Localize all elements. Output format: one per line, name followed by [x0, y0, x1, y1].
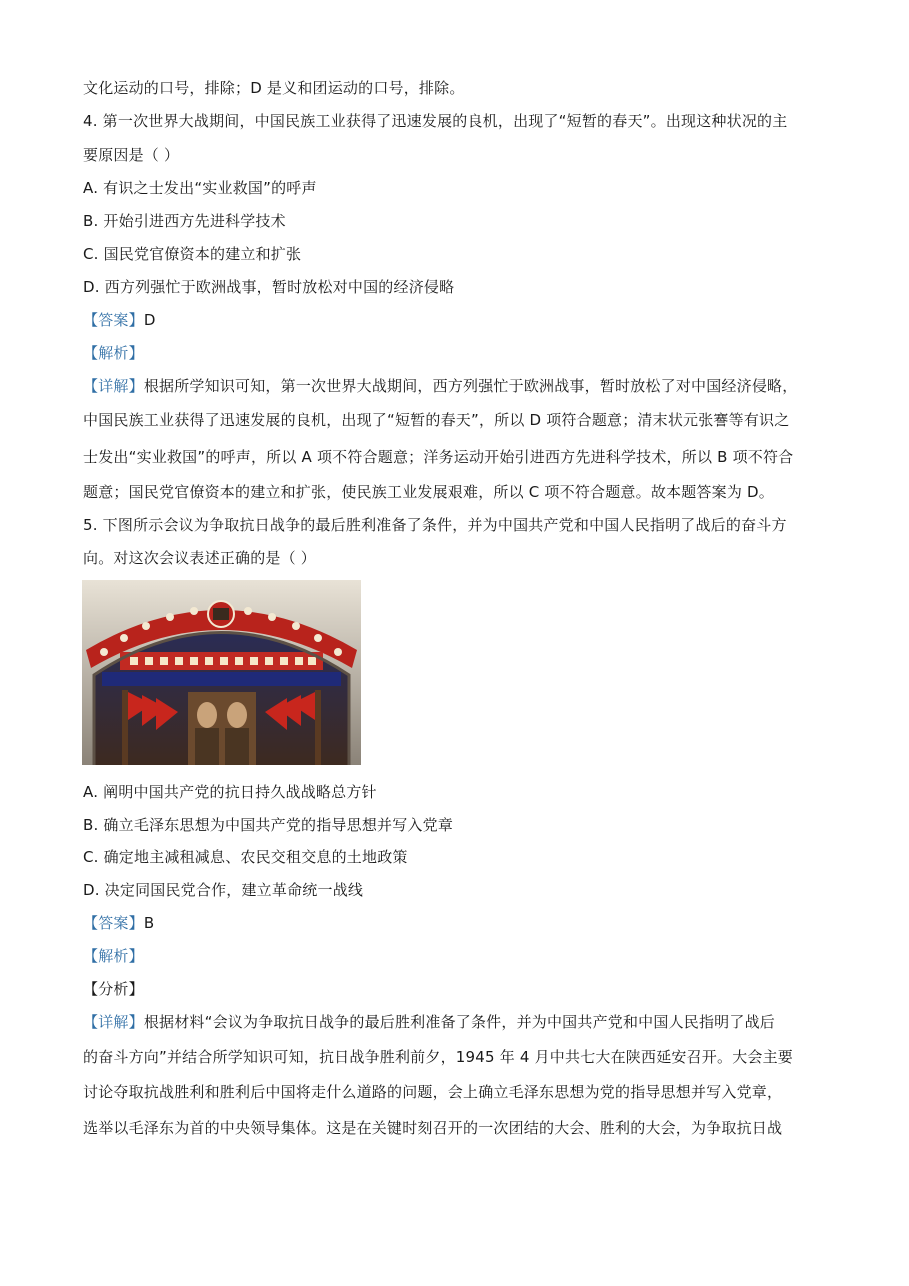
- bracket-close: 】: [128, 947, 144, 965]
- bracket-open: 【: [83, 980, 99, 998]
- breakdown-label: 分析: [98, 980, 129, 998]
- detail-line1: [83, 376, 797, 396]
- detail-line3: 讨论夺取抗战胜利和胜利后中国将走什么道路的问题，会上确立毛泽东思想为党的指导思想并写入党章，: [83, 1083, 783, 1101]
- bracket-close: 】: [128, 344, 144, 362]
- bracket-close: 】: [128, 980, 144, 998]
- answer-label: 答案: [98, 914, 129, 932]
- answer-line: [83, 913, 154, 933]
- detail-line2: 中国民族工业获得了迅速发展的良机，出现了“短暂的春天”，所以 D 项符合题意；清末状元张謇等有识之: [83, 411, 790, 429]
- answer-line: [83, 310, 156, 330]
- option-d: D. 决定同国民党合作，建立革命统一战线: [83, 881, 364, 899]
- analysis-label: 解析: [98, 344, 129, 362]
- breakdown-heading: [83, 979, 144, 999]
- bracket-open: 【: [83, 344, 99, 362]
- detail-line3: 士发出“实业救国”的呼声，所以 A 项不符合题意；洋务运动开始引进西方先进科学技术，所以 B 项不符合: [83, 448, 794, 466]
- answer-label: 答案: [98, 311, 129, 329]
- bracket-close: 】: [128, 1013, 144, 1031]
- analysis-heading: [83, 343, 144, 363]
- bracket-open: 【: [83, 914, 99, 932]
- detail-line1: [83, 1012, 775, 1032]
- detail-line4: 选举以毛泽东为首的中央领导集体。这是在关键时刻召开的一次团结的大会、胜利的大会，为争取抗日战: [83, 1119, 783, 1137]
- answer-value: B: [143, 914, 155, 932]
- detail-line4: 题意；国民党官僚资本的建立和扩张，使民族工业发展艰难，所以 C 项不符合题意。故本题答案为 D。: [83, 483, 774, 501]
- option-a: A. 有识之士发出“实业救国”的呼声: [83, 179, 317, 197]
- question-5-stem-line2: 向。对这次会议表述正确的是（ ）: [83, 549, 316, 567]
- option-d: D. 西方列强忙于欧洲战事，暂时放松对中国的经济侵略: [83, 278, 455, 296]
- analysis-heading: [83, 946, 144, 966]
- bracket-open: 【: [83, 377, 99, 395]
- detail-label: 详解: [98, 377, 129, 395]
- option-c: C. 国民党官僚资本的建立和扩张: [83, 245, 302, 263]
- question-5-stem-line1: 5. 下图所示会议为争取抗日战争的最后胜利准备了条件，并为中国共产党和中国人民指明了战后的奋斗方: [83, 516, 787, 534]
- bracket-close: 】: [128, 914, 144, 932]
- detail-line2: 的奋斗方向”并结合所学知识可知，抗日战争胜利前夕，1945 年 4 月中共七大在陕西延安召开。大会主要: [83, 1048, 793, 1066]
- detail-text: 根据所学知识可知，第一次世界大战期间，西方列强忙于欧洲战事，暂时放松了对中国经济侵略，: [143, 377, 798, 395]
- question-4-stem-line1: 4. 第一次世界大战期间，中国民族工业获得了迅速发展的良机，出现了“短暂的春天”。出现这种状况的主: [83, 112, 788, 130]
- option-b: B. 确立毛泽东思想为中国共产党的指导思想并写入党章: [83, 816, 454, 834]
- bracket-close: 】: [128, 311, 144, 329]
- answer-value: D: [143, 311, 156, 329]
- detail-text: 根据材料“会议为争取抗日战争的最后胜利准备了条件，并为中国共产党和中国人民指明了战后: [143, 1013, 775, 1031]
- bracket-open: 【: [83, 1013, 99, 1031]
- bracket-close: 】: [128, 377, 144, 395]
- option-a: A. 阐明中国共产党的抗日持久战战略总方针: [83, 783, 377, 801]
- text-line: 文化运动的口号，排除；D 是义和团运动的口号，排除。: [83, 79, 465, 97]
- bracket-open: 【: [83, 947, 99, 965]
- option-b: B. 开始引进西方先进科学技术: [83, 212, 286, 230]
- bracket-open: 【: [83, 311, 99, 329]
- detail-label: 详解: [98, 1013, 129, 1031]
- congress-hall-photo: [82, 580, 361, 765]
- question-4-stem-line2: 要原因是（ ）: [83, 146, 180, 164]
- option-c: C. 确定地主减租减息、农民交租交息的土地政策: [83, 848, 408, 866]
- analysis-label: 解析: [98, 947, 129, 965]
